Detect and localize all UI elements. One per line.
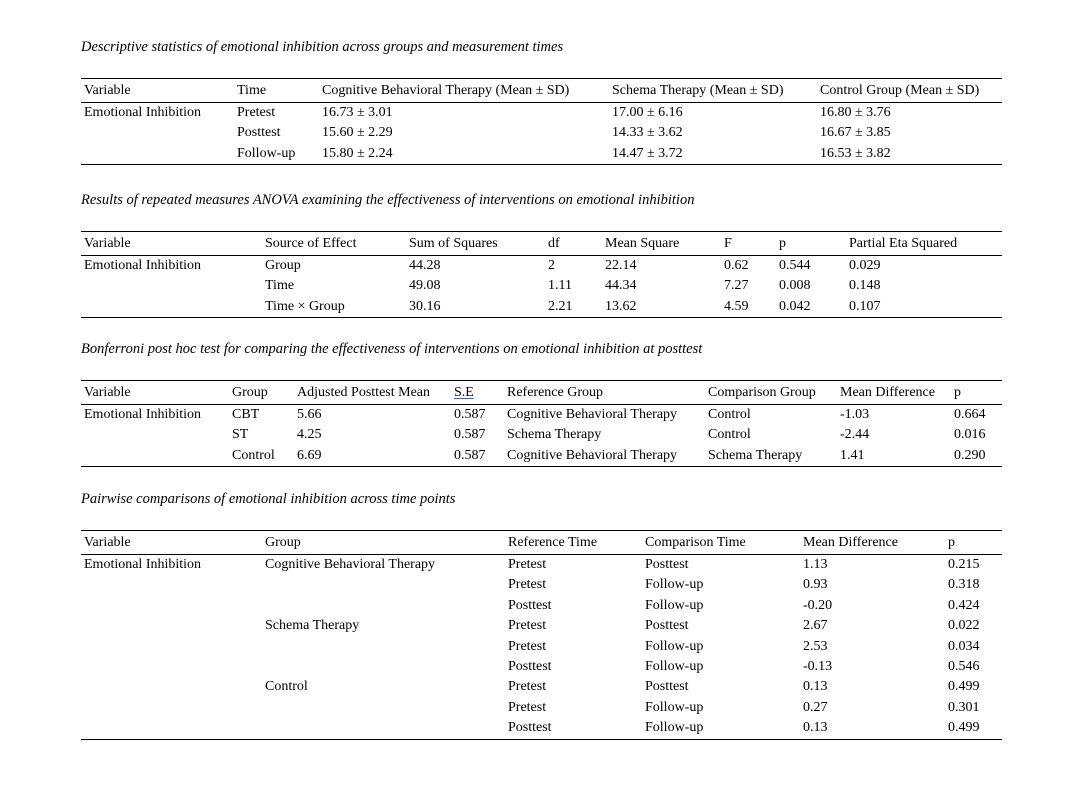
table-cell: 0.587 [454,407,486,422]
table-cell: Emotional Inhibition [84,407,202,422]
table-row [81,718,1002,739]
table-cell: 1.11 [548,278,572,294]
descriptives-table [81,78,1002,165]
table-cell: Time × Group [265,298,345,314]
table-cell: Schema Therapy [507,427,602,443]
column-header: Schema Therapy (Mean ± SD) [609,79,817,103]
header-row [81,381,1002,405]
column-header: Partial Eta Squared [846,232,1002,256]
table-cell: Control [265,679,308,695]
table-cell: Emotional Inhibition [84,105,202,120]
table-cell [81,123,234,143]
table-cell: 30.16 [409,298,441,314]
column-header: Adjusted Posttest Mean [294,381,451,405]
table-cell [81,616,262,636]
column-header: Cognitive Behavioral Therapy (Mean ± SD) [319,79,609,103]
column-header: Variable [81,79,234,103]
table-cell [81,297,262,318]
table-row [81,657,1002,677]
table-cell: 14.47 ± 3.72 [612,145,683,161]
table-cell: 2.21 [548,298,573,314]
table-cell: 0.290 [954,447,986,463]
table-cell: 0.301 [948,699,980,715]
table-cell: Emotional Inhibition [84,258,202,273]
table-cell [81,637,262,657]
table-cell: Posttest [645,618,689,634]
table-cell: Posttest [237,125,281,141]
anova-section [81,191,1002,318]
table-cell: 16.53 ± 3.82 [820,145,891,161]
header-row [81,79,1002,103]
table-cell: Pretest [508,679,547,695]
column-header: p [776,232,846,256]
table-cell [81,698,262,718]
table-cell: Cognitive Behavioral Therapy [507,407,678,422]
table-cell: Follow-up [645,638,704,654]
column-header: Group [229,381,294,405]
table-cell [81,657,262,677]
table-cell: ST [232,427,249,443]
table-row [81,698,1002,718]
table-cell: -1.03 [840,407,870,422]
table-cell: Control [708,427,751,443]
table-cell: 44.28 [409,258,441,273]
table-cell: 7.27 [724,278,749,294]
table-cell: 44.34 [605,278,637,294]
pairwise-section [81,490,1002,740]
table-cell: 2 [548,258,555,273]
table-cell: 17.00 ± 6.16 [612,105,683,120]
table-cell: Control [232,447,275,463]
table-cell [262,718,505,739]
posthoc-table [81,380,1002,467]
column-header: Mean Difference [837,381,951,405]
table-cell: -0.20 [803,597,833,613]
table-cell [81,276,262,296]
column-header: Reference Group [504,381,705,405]
pairwise-table [81,530,1002,740]
table-cell: 0.008 [779,278,811,294]
table-row [81,637,1002,657]
table-cell: 0.587 [454,447,486,463]
table-cell: Pretest [508,699,547,715]
table-cell: 0.13 [803,679,828,695]
anova-table-title: Results of repeated measures ANOVA examining the effectiveness of interventions on emotional inhibition [81,192,695,208]
anova-table [81,231,1002,318]
table-cell: 0.022 [948,618,980,634]
column-header: Control Group (Mean ± SD) [817,79,1002,103]
table-cell: Follow-up [645,699,704,715]
column-header: Variable [81,531,262,555]
table-cell: 13.62 [605,298,637,314]
table-cell: 0.13 [803,720,828,736]
table-cell: Group [265,258,301,273]
table-cell: Time [265,278,295,294]
table-cell: 1.41 [840,447,865,463]
column-header: Mean Difference [800,531,945,555]
table-cell: Posttest [645,557,689,572]
table-row [81,297,1002,318]
descriptives-section [81,38,1002,165]
column-header: Time [234,79,319,103]
table-cell: 0.499 [948,679,980,695]
column-header: Source of Effect [262,232,406,256]
table-cell: 0.107 [849,298,881,314]
table-row [81,555,1002,576]
table-cell: 0.215 [948,557,980,572]
table-cell: 22.14 [605,258,637,273]
table-cell: 0.318 [948,577,980,593]
table-cell: Schema Therapy [265,618,360,634]
table-cell: 0.042 [779,298,811,314]
table-cell: Posttest [508,720,552,736]
table-cell [81,718,262,739]
column-header: F [721,232,776,256]
table-cell: 16.73 ± 3.01 [322,105,393,120]
table-row [81,596,1002,616]
table-cell: 15.80 ± 2.24 [322,145,393,161]
table-cell: 0.424 [948,597,980,613]
table-cell: 0.034 [948,638,980,654]
table-cell: 2.53 [803,638,828,654]
column-header: df [545,232,602,256]
table-cell [81,575,262,595]
header-row [81,531,1002,555]
table-cell: Follow-up [645,720,704,736]
table-cell [262,698,505,718]
pairwise-table-title: Pairwise comparisons of emotional inhibition across time points [81,491,456,507]
table-row [81,123,1002,143]
table-row [81,276,1002,296]
table-cell: 6.69 [297,447,322,463]
table-cell: Pretest [237,105,276,120]
table-cell: Posttest [508,659,552,675]
column-header: Variable [81,381,229,405]
table-cell [81,677,262,697]
table-cell [262,596,505,616]
column-header: Comparison Time [642,531,800,555]
table-cell: 4.59 [724,298,749,314]
table-cell: Pretest [508,577,547,593]
table-cell: Schema Therapy [708,447,803,463]
table-cell: 49.08 [409,278,441,294]
table-cell: 0.587 [454,427,486,443]
table-cell: Cognitive Behavioral Therapy [265,557,436,572]
table-cell: Posttest [508,597,552,613]
table-cell [262,575,505,595]
table-cell [262,637,505,657]
table-cell: Posttest [645,679,689,695]
column-header: Reference Time [505,531,642,555]
column-header: Variable [81,232,262,256]
table-cell [81,446,229,467]
table-cell [81,144,234,165]
table-row [81,575,1002,595]
column-header: Mean Square [602,232,721,256]
table-cell: 1.13 [803,557,828,572]
column-header: p [951,381,1002,405]
table-cell: Emotional Inhibition [84,557,202,572]
header-row [81,232,1002,256]
table-cell: 0.664 [954,407,986,422]
descriptives-table-title: Descriptive statistics of emotional inhibition across groups and measurement times [81,39,564,55]
table-cell [81,425,229,445]
table-row [81,677,1002,697]
table-cell: Pretest [508,557,547,572]
column-header: Sum of Squares [406,232,545,256]
table-row [81,425,1002,445]
column-header: p [945,531,1002,555]
posthoc-table-title: Bonferroni post hoc test for comparing the effectiveness of interventions on emotional inhibition at posttest [81,341,703,357]
table-cell: Follow-up [645,597,704,613]
table-cell: -0.13 [803,659,833,675]
table-cell: 0.544 [779,258,811,273]
table-cell: 14.33 ± 3.62 [612,125,683,141]
table-cell: 0.62 [724,258,749,273]
table-cell: CBT [232,407,260,422]
table-row [81,103,1002,124]
table-cell: 16.80 ± 3.76 [820,105,891,120]
table-cell: 2.67 [803,618,828,634]
table-cell: -2.44 [840,427,870,443]
table-cell: 15.60 ± 2.29 [322,125,393,141]
table-cell: Control [708,407,751,422]
table-row [81,616,1002,636]
table-cell: Follow-up [237,145,296,161]
table-row [81,446,1002,467]
table-row [81,256,1002,277]
table-cell [262,657,505,677]
table-cell: Follow-up [645,577,704,593]
table-cell: 16.67 ± 3.85 [820,125,891,141]
table-cell: 5.66 [297,407,322,422]
table-cell: 0.93 [803,577,828,593]
table-cell: 4.25 [297,427,322,443]
table-cell: 0.27 [803,699,828,715]
table-cell: Cognitive Behavioral Therapy [507,447,678,463]
table-cell: 0.499 [948,720,980,736]
table-cell: 0.148 [849,278,881,294]
table-cell: Follow-up [645,659,704,675]
table-cell: 0.029 [849,258,881,273]
table-cell: Pretest [508,638,547,654]
table-cell: 0.016 [954,427,986,443]
column-header: Comparison Group [705,381,837,405]
table-row [81,405,1002,426]
table-cell: 0.546 [948,659,980,675]
table-cell: Pretest [508,618,547,634]
table-cell [81,596,262,616]
column-header: Group [262,531,505,555]
posthoc-section [81,340,1002,467]
table-row [81,144,1002,165]
column-header: S.E [451,381,504,405]
